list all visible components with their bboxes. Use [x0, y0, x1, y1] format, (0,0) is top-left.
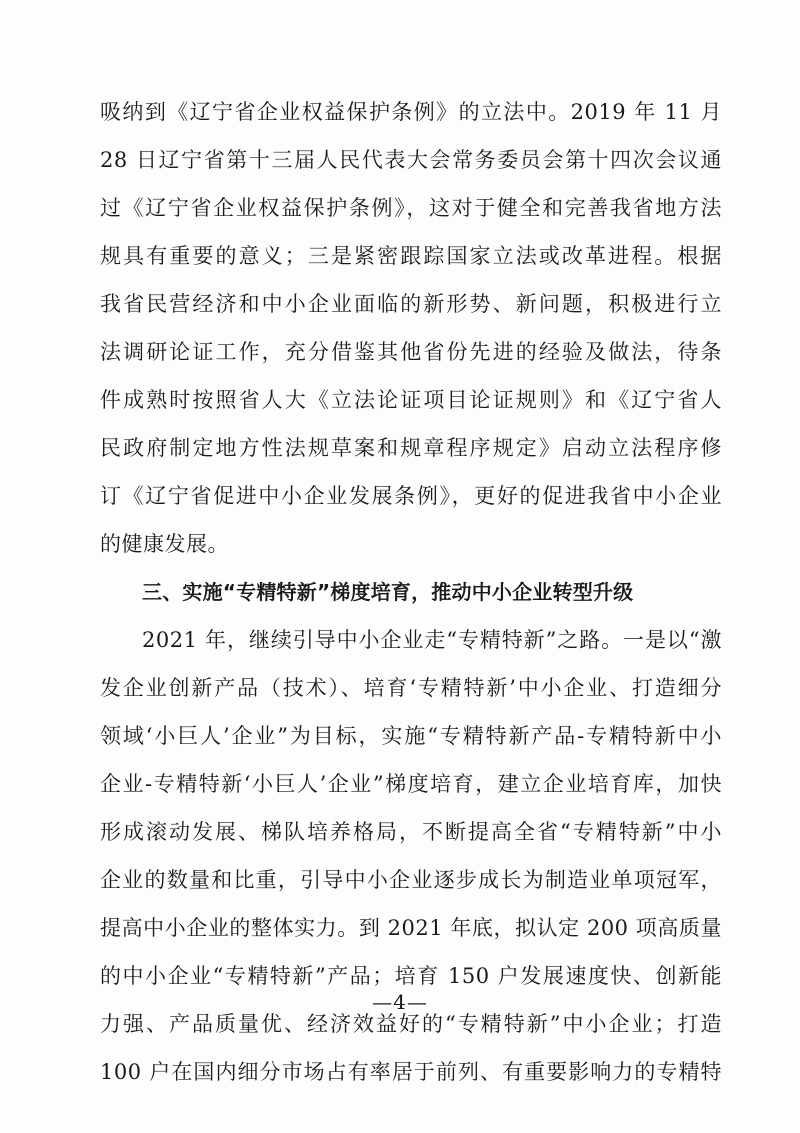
paragraph-line: 法调研论证工作，充分借鉴其他省份先进的经验及做法，待条: [100, 340, 722, 364]
section-heading: 三、实施“专精特新”梯度培育，推动中小企业转型升级: [142, 580, 634, 604]
page-number: —4—: [372, 990, 428, 1014]
document-body: [100, 88, 722, 1096]
paragraph-line: 订《辽宁省促进中小企业发展条例》，更好的促进我省中小企业: [100, 484, 722, 508]
paragraph-line: 过《辽宁省企业权益保护条例》，这对于健全和完善我省地方法: [100, 196, 722, 220]
paragraph-line: 领域‘小巨人’企业”为目标，实施“专精特新产品-专精特新中小: [100, 724, 722, 748]
paragraph-line: 民政府制定地方性法规草案和规章程序规定》启动立法程序修: [100, 436, 722, 460]
paragraph-line: 提高中小企业的整体实力。到 2021 年底，拟认定 200 项高质量: [100, 916, 722, 940]
paragraph-line: 的健康发展。: [100, 532, 229, 556]
paragraph-line: 发企业创新产品（技术）、培育‘专精特新’中小企业、打造细分: [100, 676, 722, 700]
paragraph-line: 2021 年，继续引导中小企业走“专精特新”之路。一是以“激: [142, 628, 722, 652]
paragraph-line: 企业-专精特新‘小巨人’企业”梯度培育，建立企业培育库，加快: [100, 772, 722, 796]
paragraph-line: 100 户在国内细分市场占有率居于前列、有重要影响力的专精特: [100, 1060, 722, 1084]
paragraph-line: 的中小企业“专精特新”产品；培育 150 户发展速度快、创新能: [100, 964, 722, 988]
paragraph-line: 规具有重要的意义；三是紧密跟踪国家立法或改革进程。根据: [100, 244, 722, 268]
paragraph-line: 我省民营经济和中小企业面临的新形势、新问题，积极进行立: [100, 292, 722, 316]
paragraph-line: 28 日辽宁省第十三届人民代表大会常务委员会第十四次会议通: [100, 148, 722, 172]
paragraph-line: 件成熟时按照省人大《立法论证项目论证规则》和《辽宁省人: [100, 388, 722, 412]
paragraph-line: 力强、产品质量优、经济效益好的“专精特新”中小企业；打造: [100, 1012, 722, 1036]
paragraph-line: 形成滚动发展、梯队培养格局，不断提高全省“专精特新”中小: [100, 820, 722, 844]
paragraph-line: 吸纳到《辽宁省企业权益保护条例》的立法中。2019 年 11 月: [100, 100, 722, 124]
paragraph-line: 企业的数量和比重，引导中小企业逐步成长为制造业单项冠军，: [100, 868, 722, 892]
